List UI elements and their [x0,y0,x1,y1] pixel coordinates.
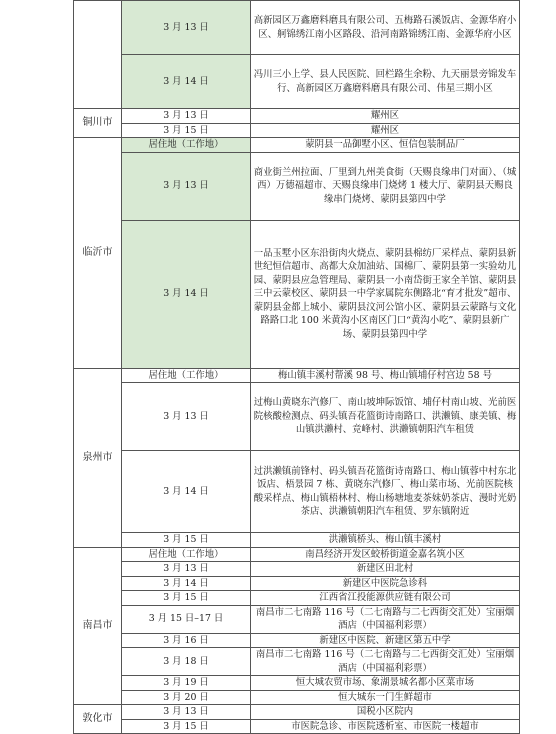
table-row [74,451,520,533]
place-cell: 南昌市二七南路 116 号（二七南路与二七西街交汇处）宝丽烟酒店（中国福利彩票） [251,605,520,633]
table-row [74,109,520,124]
date-cell: 3 月 13 日 [122,383,251,451]
epidemic-locations-table [73,0,520,734]
place-cell: 过洪濑镇前锋村、码头镇吾花篮街诗南路口、梅山镇蓉中村东北饭店、梧景园 7 栋、黄晓东汽修厂、梅山菜市场、光前医院核酸采样点、梅山镇梧林村、梅山杨塘地麦茶妹奶茶店、漫时光奶茶店、洪濑镇朝阳汽车租赁、罗东镇附近 [251,451,520,533]
date-cell: 居住地（工作地） [122,547,251,562]
place-cell: 高新园区万鑫磨料磨具有限公司、五梅路石溪饭店、金源华府小区、舸锦绣江南小区路段、沿河南路锦绣江南、金源华府小区 [251,1,520,55]
place-cell: 耀州区 [251,123,520,138]
table-row [74,591,520,606]
date-cell: 3 月 13 日 [122,152,251,220]
table-row [74,368,520,383]
date-cell: 3 月 15 日 [122,123,251,138]
table-row [74,1,520,55]
date-cell: 3 月 13 日 [122,109,251,124]
date-cell: 3 月 15 日 [122,591,251,606]
place-cell: 恒大城东一门生鲜超市 [251,690,520,705]
table-row [74,562,520,577]
table-row [74,605,520,633]
table-row [74,648,520,676]
city-cell: 临沂市 [74,138,122,369]
table-row [74,138,520,153]
city-cell: 南昌市 [74,547,122,705]
place-cell: 新建区中医院急诊科 [251,576,520,591]
date-cell: 3 月 13 日 [122,1,251,55]
place-cell: 市医院急诊、市医院透析室、市医院一楼超市 [251,719,520,734]
table-row [74,705,520,720]
date-cell: 3 月 14 日 [122,55,251,109]
date-cell: 3 月 16 日 [122,633,251,648]
date-cell: 3 月 13 日 [122,562,251,577]
date-cell: 3 月 15 日–17 日 [122,605,251,633]
date-cell: 3 月 20 日 [122,690,251,705]
date-cell: 3 月 19 日 [122,676,251,691]
place-cell: 过梅山黄晓东汽修厂、南山坡坤际饭馆、埔仔村南山坡、光前医院核酸检测点、码头镇吾花篮街诗南路口、洪濑镇、康美镇、梅山镇洪濑村、竞峰村、洪濑镇朝阳汽车租赁 [251,383,520,451]
date-cell: 3 月 14 日 [122,576,251,591]
place-cell: 商业街兰州拉面、厂里到九州美食街（天赐良缘串门对面）、（城西）万德福超市、天赐良缘串门烧烤 1 楼大厅、蒙阴县天赐良缘串门烧烤、蒙阴县第四中学 [251,152,520,220]
date-cell: 居住地（工作地） [122,138,251,153]
table-row [74,383,520,451]
city-cell: 敦化市 [74,705,122,734]
place-cell: 南昌市二七南路 116 号（二七南路与二七西街交汇处）宝丽烟酒店（中国福利彩票） [251,648,520,676]
table-row [74,55,520,109]
table-row [74,719,520,734]
city-cell: 铜川市 [74,109,122,138]
place-cell: 南昌经济开发区蛟桥街道金嘉名筑小区 [251,547,520,562]
table-row [74,152,520,220]
place-cell: 新建区中医院、新建区第五中学 [251,633,520,648]
date-cell: 3 月 13 日 [122,705,251,720]
date-cell: 3 月 18 日 [122,648,251,676]
date-cell: 3 月 14 日 [122,451,251,533]
table-row [74,633,520,648]
date-cell: 3 月 14 日 [122,220,251,368]
city-cell [74,1,122,109]
place-cell: 冯川三小上学、县人民医院、回栏路生余粉、九天丽景旁锦发车行、高新园区万鑫磨料磨具有限公司、伟星三期小区 [251,55,520,109]
place-cell: 恒大城农贸市场、象湖景城名都小区菜市场 [251,676,520,691]
place-cell: 新建区田北村 [251,562,520,577]
date-cell: 3 月 15 日 [122,719,251,734]
table-row [74,220,520,368]
place-cell: 洪濑镇桥头、梅山镇丰溪村 [251,533,520,548]
place-cell: 一品玉墅小区东沿街肉火烧点、蒙阴县棉纺厂采样点、蒙阴县新世纪恒信超市、高都大众加油站、国棉厂、蒙阴县第一实验幼儿园、蒙阴县应急管理局、蒙阴县一小南岱街王家全羊馆、蒙阴县三中云蒙校区、蒙阴县一中学家属院东侧路北“育才批发”超市、蒙阴县金都上城小、蒙阴县汶河公馆小区、蒙阴县云蒙路与文化路路口北 100 米黄沟小区南区门口“黄沟小吃”、蒙阴县新广场、蒙阴县第四中学 [251,220,520,368]
table-row [74,533,520,548]
place-cell: 耀州区 [251,109,520,124]
place-cell: 蒙阴县一品御墅小区、恒信包装制品厂 [251,138,520,153]
table-row [74,576,520,591]
table-row [74,547,520,562]
place-cell: 梅山镇丰溪村帮溪 98 号、梅山镇埔仔村宫边 58 号 [251,368,520,383]
place-cell: 国税小区院内 [251,705,520,720]
date-cell: 居住地（工作地） [122,368,251,383]
table-row [74,123,520,138]
table-row [74,690,520,705]
table-row [74,676,520,691]
place-cell: 江西省江投能源供应链有限公司 [251,591,520,606]
date-cell: 3 月 15 日 [122,533,251,548]
city-cell: 泉州市 [74,368,122,547]
